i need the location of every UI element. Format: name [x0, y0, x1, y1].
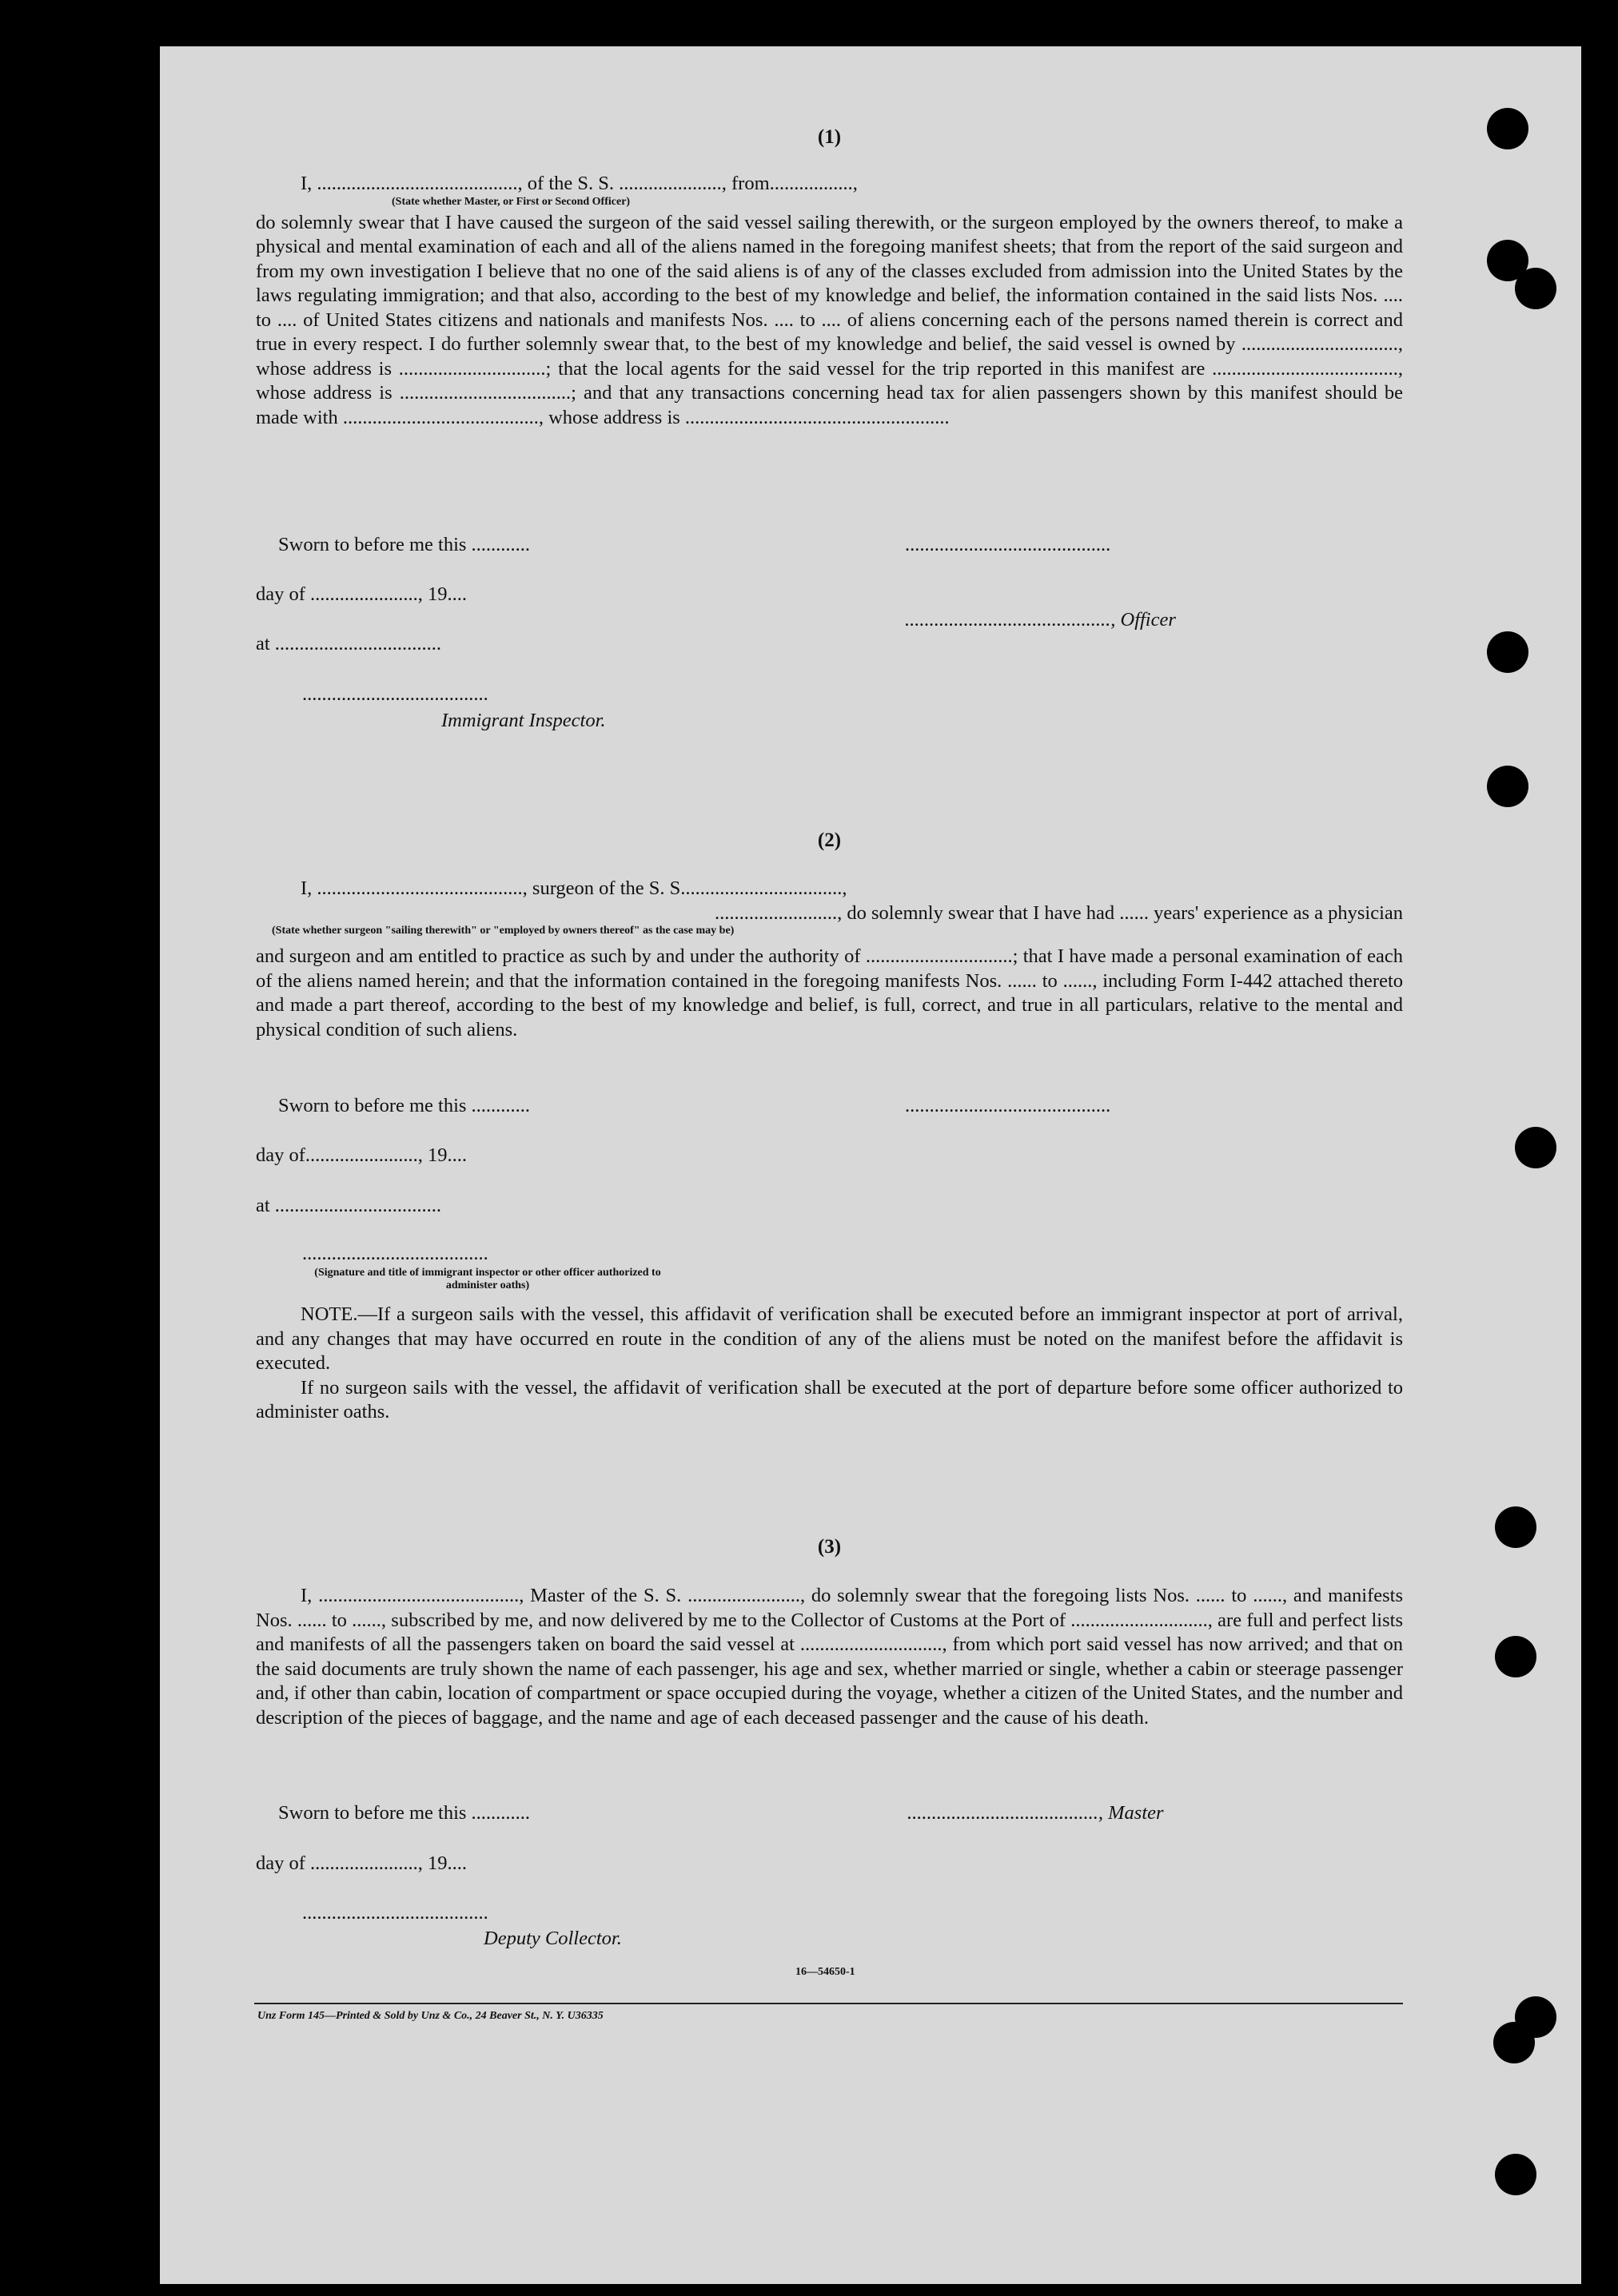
section-1-heading: (1) — [817, 126, 842, 148]
section-2-sig-line: ...................................... — [302, 1243, 488, 1264]
punch-hole — [1487, 631, 1528, 673]
section-3-sworn: Sworn to before me this ............ — [278, 1802, 531, 1824]
section-2-note-2: If no surgeon sails with the vessel, the affidavit of verification shall be executed at the port of departure before some officer authorized to administer oaths. — [256, 1376, 1403, 1423]
section-2-sig-note: (Signature and title of immigrant inspector or other officer authorized to administer oaths) — [314, 1267, 661, 1291]
punch-hole — [1495, 1636, 1536, 1677]
punch-hole — [1487, 766, 1528, 807]
punch-hole — [1515, 1127, 1556, 1168]
section-2-line1: I, .........................................., surgeon of the S. S................................., — [301, 877, 847, 899]
section-2-body: and surgeon and am entitled to practice as such by and under the authority of ..............................; that I have made a personal examination of each of the aliens named herein; and that the information contained in the foregoing manifests Nos. ...... to ......, including Form I-442 attached thereto and made a part thereof, according to the best of my knowledge and belief, is full, correct, and true in all particulars, relative to the mental and physical condition of such aliens. — [256, 945, 1403, 1041]
section-3-statement — [256, 1584, 1403, 1730]
section-1-sworn: Sworn to before me this ............ — [278, 534, 531, 555]
section-1-subnote: (State whether Master, or First or Second Officer) — [392, 195, 631, 208]
punch-hole — [1495, 1506, 1536, 1548]
section-2 — [256, 830, 1403, 852]
footer-rule — [254, 2003, 1403, 2004]
section-1-at: at .................................. — [256, 633, 442, 655]
section-3-body: I, ........................................., Master of the S. S. ......................., do solemnly swear that the foregoing lists Nos. ...... to ......, and manifests Nos. ...... to ......, subscribed by me, and now delivered by me to the Collector of Customs at the Port of ............................, are full and perfect lists and manifests of all the passengers taken on board the said vessel at ............................., from which port said vessel has now arrived; and that on the said documents are truly shown the name of each passenger, his age and sex, whether married or single, whether a cabin or steerage passenger and, if other than cabin, location of compartment or space occupied during the voyage, whether a citizen of the United States, and the number and description of the pieces of baggage, and the name and age of each deceased passenger and the cause of his death. — [256, 1585, 1403, 1729]
section-1-statement — [256, 172, 1403, 430]
section-1-day: day of ......................, 19.... — [256, 583, 468, 605]
section-3 — [256, 1536, 1403, 1558]
section-1-body: do solemnly swear that I have caused the surgeon of the said vessel sailing therewith, or the surgeon employed by the owners thereof, to make a physical and mental examination of each and all of the aliens named in the foregoing manifest sheets; that from the report of the said surgeon and from my own investigation I believe that no one of the said aliens is of any of the classes excluded from admission into the United States by the laws regulating immigration; and that also, according to the best of my knowledge and belief, the information contained in the said lists Nos. .... to .... of United States citizens and nationals and manifests Nos. .... to .... of aliens concerning each of the persons named therein is correct and true in every respect. I do further solemnly swear that, to the best of my knowledge and belief, the said vessel is owned by ................................, whose address is ..............................; that the local agents for the said vessel for the trip reported in this manifest are ......................................, whose address is ...................................; and that any transactions concerning head tax for alien passengers shown by this manifest should be made with ........................................, whose address is ...................................................... — [256, 211, 1403, 428]
section-1 — [256, 126, 1403, 149]
section-1-officer-line-top: .......................................... — [905, 534, 1111, 555]
section-1-sig-line: ...................................... — [302, 683, 488, 705]
section-1-officer-signature: .........................................., Officer — [905, 609, 1176, 631]
punch-hole — [1487, 108, 1528, 149]
section-2-notes — [256, 1303, 1403, 1425]
punch-hole — [1493, 2022, 1535, 2063]
section-2-line2: ........................., do solemnly swear that I have had ...... years' experience as a physician — [715, 901, 1403, 924]
section-2-heading: (2) — [817, 830, 842, 851]
section-3-day: day of ......................, 19.... — [256, 1852, 468, 1874]
section-3-master-signature: ......................................., Master — [907, 1802, 1164, 1824]
form-code: 16—54650-1 — [795, 1966, 855, 1978]
section-2-note-1: NOTE.—If a surgeon sails with the vessel, this affidavit of verification shall be executed before an immigrant inspector at port of arrival, and any changes that may have occurred en route in the condition of any of the aliens must be noted on the manifest before the affidavit is executed. — [256, 1303, 1403, 1374]
section-2-day: day of......................., 19.... — [256, 1144, 468, 1166]
section-3-collector-title: Deputy Collector. — [484, 1928, 622, 1949]
section-2-right-line: .......................................... — [905, 1095, 1111, 1116]
section-2-sworn: Sworn to before me this ............ — [278, 1095, 531, 1116]
section-2-statement — [256, 877, 1403, 1042]
section-2-subnote: (State whether surgeon "sailing therewith" or "employed by owners thereof" as the case may be) — [272, 925, 735, 937]
section-2-at: at .................................. — [256, 1195, 442, 1216]
punch-hole — [1495, 2154, 1536, 2195]
punch-hole — [1515, 268, 1556, 309]
footer-printer-line: Unz Form 145—Printed & Sold by Unz & Co., 24 Beaver St., N. Y. U36335 — [257, 2010, 604, 2022]
section-1-line1: I, ........................................., of the S. S. ....................., from................., — [301, 173, 858, 194]
section-3-heading: (3) — [817, 1536, 842, 1558]
section-1-inspector-title: Immigrant Inspector. — [441, 710, 606, 731]
section-3-sig-line: ...................................... — [302, 1902, 488, 1924]
